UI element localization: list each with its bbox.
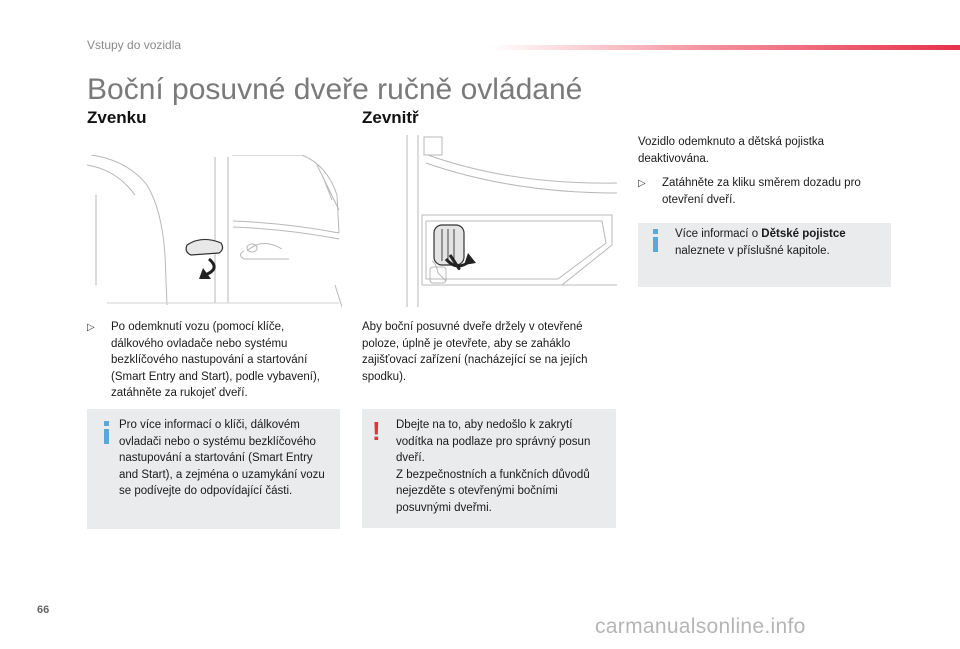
text-line: Zatáhněte za kliku směrem dozadu pro bbox=[662, 177, 861, 189]
text-line: deaktivována. bbox=[638, 152, 709, 165]
illustration-outside-door-handle bbox=[87, 155, 342, 307]
text-line: zajišťovací zařízení (nacházející se na jejích bbox=[362, 354, 588, 366]
arrow-bullet-icon: ▷ bbox=[87, 322, 95, 333]
text-line: otevření dveří. bbox=[662, 193, 736, 206]
rotate-arrow-icon bbox=[464, 253, 476, 265]
page-number: 66 bbox=[37, 604, 50, 616]
text-line: bezklíčového nastupování a startování bbox=[111, 354, 308, 366]
text-line: nejezděte s otevřenými bočními bbox=[396, 485, 558, 497]
text-line: and Start), a zejména o uzamykání vozu bbox=[119, 468, 325, 481]
info-prefix: Více informací o bbox=[675, 228, 762, 240]
warning-icon: ! bbox=[372, 416, 381, 446]
text-line: Aby boční posuvné dveře držely v otevřené bbox=[362, 321, 583, 333]
info-box-right bbox=[638, 223, 891, 287]
right-intro bbox=[638, 134, 893, 167]
outside-bullet bbox=[87, 319, 347, 402]
text-line: ovladači nebo o systému bezklíčového bbox=[119, 435, 316, 448]
text-line: (Smart Entry and Start), podle vybavení), bbox=[111, 370, 321, 383]
text-line: Dbejte na to, aby nedošlo k zakrytí bbox=[396, 419, 573, 431]
text-line: Pro více informací o klíči, dálkovém bbox=[119, 419, 300, 431]
heading-inside: Zevnitř bbox=[362, 108, 419, 127]
page-title: Boční posuvné dveře ručně ovládané bbox=[87, 73, 583, 106]
text-line: nastupování a startování (Smart Entry bbox=[119, 452, 313, 464]
header-accent-bar bbox=[490, 45, 960, 50]
info-icon bbox=[650, 229, 666, 253]
section-title: Vstupy do vozidla bbox=[87, 38, 182, 52]
right-bullet bbox=[638, 175, 893, 208]
watermark: carmanualsonline.info bbox=[595, 615, 806, 638]
heading-outside: Zvenku bbox=[87, 108, 147, 127]
text-line: poloze, úplně je otevřete, aby se zaháklo bbox=[362, 337, 571, 350]
text-line: posuvnými dveřmi. bbox=[396, 501, 492, 514]
text-line: zatáhněte za rukojeť dveří. bbox=[111, 387, 248, 399]
text-line: spodku). bbox=[362, 370, 407, 383]
info-icon bbox=[101, 421, 117, 445]
inside-paragraph bbox=[362, 319, 617, 385]
text-line: dálkového ovladače nebo systému bbox=[111, 337, 288, 350]
arrow-bullet-icon: ▷ bbox=[638, 178, 646, 189]
warning-box-inside bbox=[362, 409, 616, 528]
info-bold-term: Dětské pojistce bbox=[761, 228, 846, 240]
text-line: naleznete v příslušné kapitole. bbox=[675, 244, 830, 257]
text-line: se podívejte do odpovídající části. bbox=[119, 485, 293, 497]
text-line: dveří. bbox=[396, 452, 425, 464]
text-line: Z bezpečnostních a funkčních důvodů bbox=[396, 468, 590, 481]
info-box-outside bbox=[87, 409, 340, 529]
text-line: Vozidlo odemknuto a dětská pojistka bbox=[638, 136, 825, 148]
illustration-inside-door-latch bbox=[362, 135, 617, 307]
text-line: Po odemknutí vozu (pomocí klíče, bbox=[111, 321, 285, 333]
text-line: vodítka na podlaze pro správný posun bbox=[396, 435, 591, 448]
